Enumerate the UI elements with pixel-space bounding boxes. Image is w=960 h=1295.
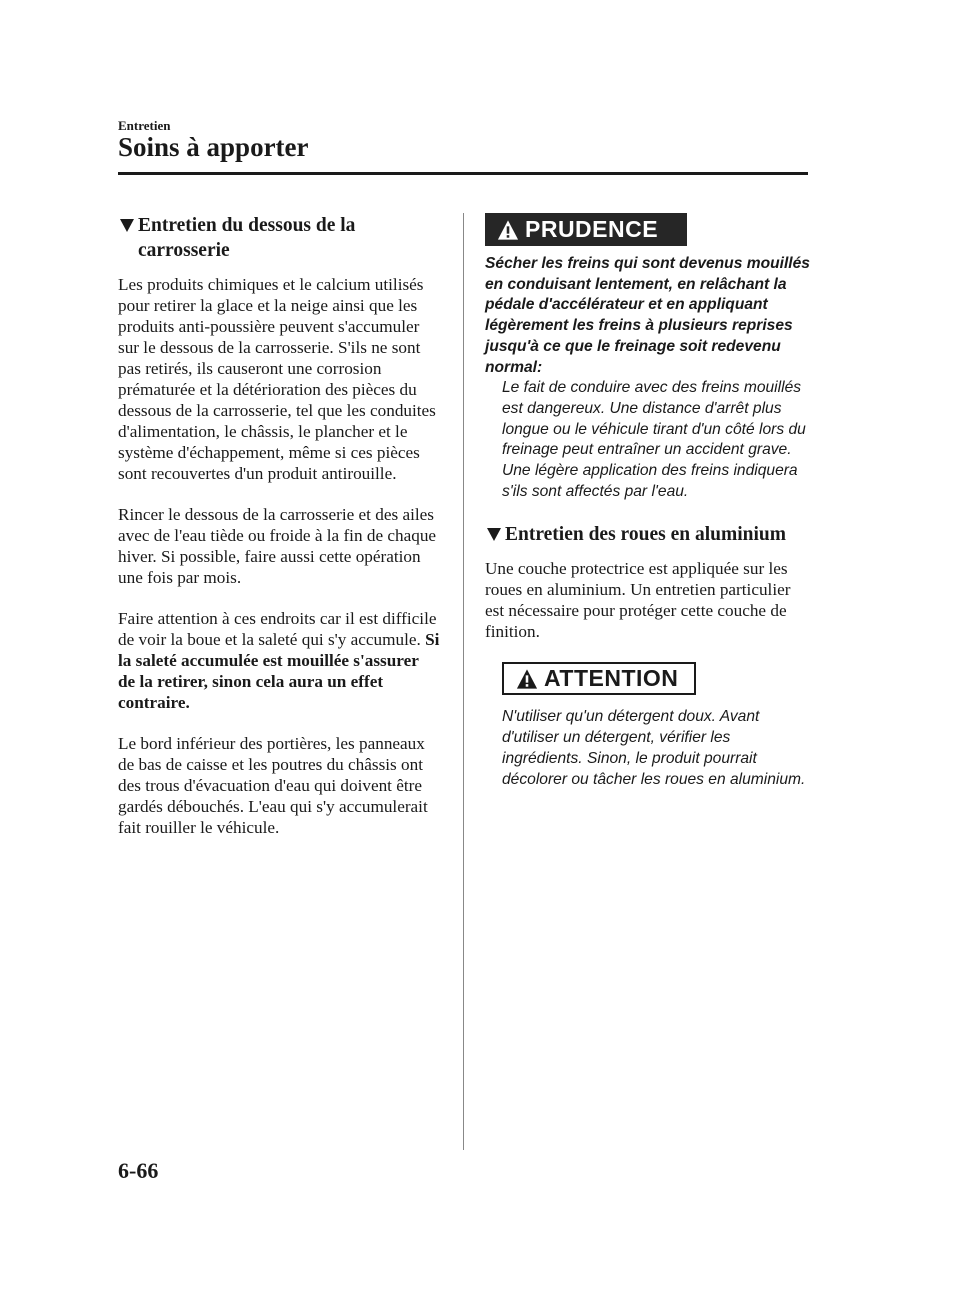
column-divider [463,213,464,1150]
section-heading-aluminium [485,522,810,547]
warning-icon [497,219,519,241]
prudence-badge [485,213,687,246]
attention-text-block [485,707,810,790]
page-title: Soins à apporter [118,132,309,162]
prudence-label: PRUDENCE [525,216,659,242]
left-column [118,213,440,858]
prudence-text-block [485,254,810,502]
paragraph-emphasis: Si la saleté accumulée est mouillée s'assurer de la retirer, sinon cela aura un effet contraire. [118,630,440,712]
section-label: Entretien [118,118,171,133]
prudence-instruction: Sécher les freins qui sont devenus mouillés en conduisant lentement, en relâchant la pédale d'accélérateur et en appliquant légèrement les freins à plusieurs reprises jusqu'à ce que le freinage soit redevenu normal: [485,255,810,376]
paragraph: Rincer le dessous de la carrosserie et des ailes avec de l'eau tiède ou froide à la fin de chaque hiver. Si possible, faire aussi cette opération une fois par mois. [118,505,437,587]
prudence-explanation: Le fait de conduire avec des freins mouillés est dangereux. Une distance d'arrêt plus longue ou le véhicule tirant d'un côté lors du freinage peut entraîner un accident grave. Une légère application des freins indiquera s'ils sont affectés par l'eau. [502,379,806,500]
paragraph-text: Faire attention à ces endroits car il est difficile de voir la boue et la saleté qui s'y accumule. [118,609,437,649]
attention-badge [502,662,696,695]
paragraph: Les produits chimiques et le calcium utilisés pour retirer la glace et la neige ainsi que les produits anti-poussière peuvent s'accumuler sur le dessous de la carrosserie. S'ils ne sont pas retirés, ils causeront une corrosion prématurée et la détérioration des pièces du dessous de la carrosserie, tel que les conduites d'alimentation, le châssis, le plancher et le système d'échappement, même si ces pièces sont recouvertes d'un produit antirouille. [118,275,436,483]
warning-icon [516,668,538,690]
section-heading-text: Entretien du dessous de la carrosserie [138,215,356,261]
paragraph [118,608,440,713]
section-heading-text: Entretien des roues en aluminium [505,524,786,546]
page-number: 6-66 [118,1158,159,1183]
paragraph: Une couche protectrice est appliquée sur les roues en aluminium. Un entretien particulier est nécessaire pour protéger cette couche de finition. [485,559,791,642]
paragraph: Le bord inférieur des portières, les panneaux de bas de caisse et les poutres du châssis ont des trous d'évacuation d'eau qui doivent être gardés débouchés. L'eau qui s'y accumulerait fait rouiller le véhicule. [118,734,428,837]
triangle-down-icon [120,219,134,232]
triangle-down-icon [487,528,501,541]
attention-text: N'utiliser qu'un détergent doux. Avant d'utiliser un détergent, vérifier les ingrédients. Sinon, le produit pourrait décolorer ou tâcher les roues en aluminium. [502,708,806,788]
attention-label: ATTENTION [544,665,679,692]
header-rule [118,172,808,175]
right-column [485,213,810,790]
section-heading-underbody [118,213,440,263]
